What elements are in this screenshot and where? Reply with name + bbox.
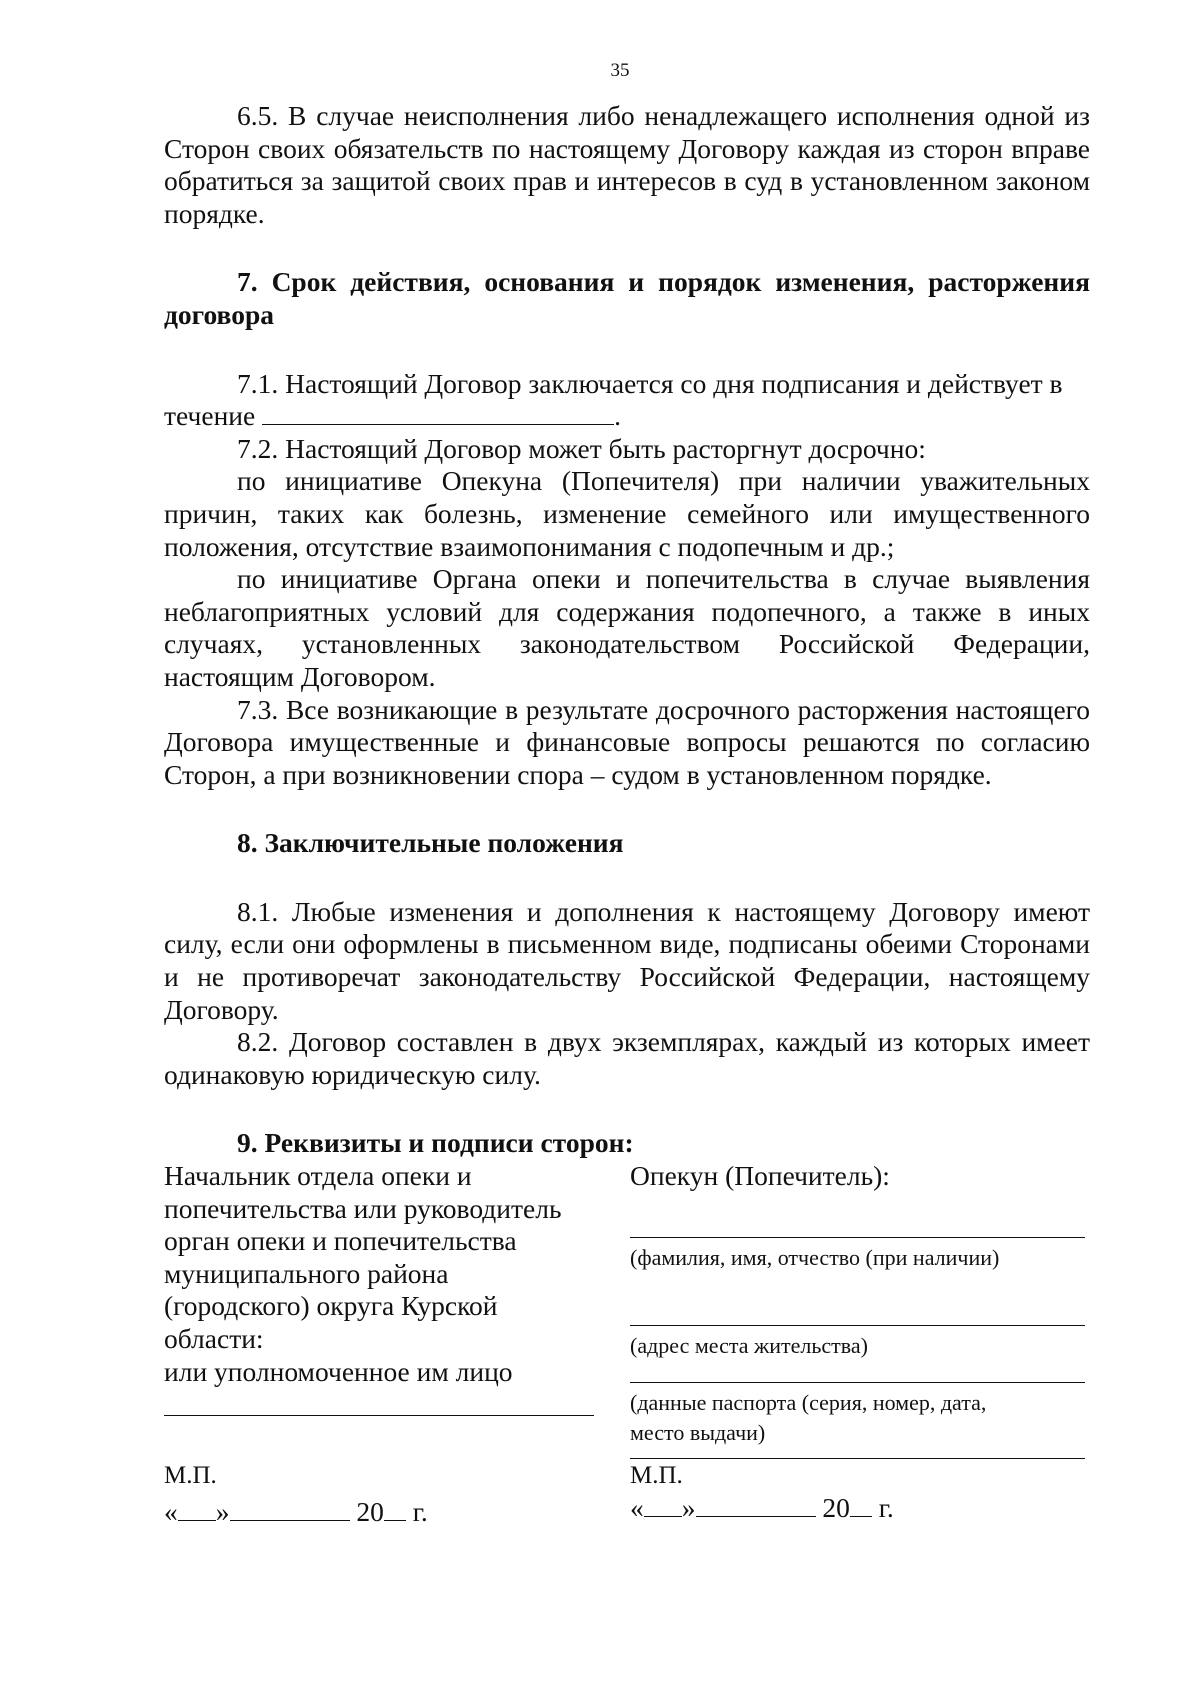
guardian-date-mid: »	[681, 1492, 696, 1524]
clause-7-2-b: по инициативе Органа опеки и попечительства в случае выявления неблагоприятных условий для содержания подопечного, а также в иных случаях, установленных законодательством Российской Федерации, настоящим Договором.	[164, 563, 1090, 692]
authority-line-1: Начальник отдела опеки и	[164, 1160, 472, 1192]
clause-7-1-text: 7.1. Настоящий Договор заключается со дня подписания и действует в течение	[164, 367, 1063, 432]
guardian-title: Опекун (Попечитель):	[630, 1160, 890, 1192]
guardian-date-end: г.	[878, 1492, 894, 1524]
authority-line-3: орган опеки и попечительства	[164, 1225, 517, 1257]
guardian-month-blank	[696, 1492, 816, 1517]
guardian-signature-line	[630, 1458, 1085, 1459]
authority-date-open: «	[164, 1496, 178, 1528]
clause-7-1	[164, 368, 1090, 433]
authority-line-7: или уполномоченное им лицо	[164, 1355, 513, 1387]
guardian-year-blank	[850, 1492, 872, 1517]
authority-line-6: области:	[164, 1323, 264, 1354]
clause-6-5: 6.5. В случае неисполнения либо ненадлежащего исполнения одной из Сторон своих обязательств по настоящему Договору каждая из сторон вправе обратиться за защитой своих прав и интересов в суд в установленном законом порядке.	[164, 100, 1090, 229]
authority-line-5: (городского) округа Курской	[164, 1290, 498, 1322]
guardian-passport-caption-1: (данные паспорта (серия, номер, дата,	[630, 1390, 987, 1416]
guardian-stamp-label: М.П.	[630, 1462, 683, 1490]
clause-8-1: 8.1. Любые изменения и дополнения к настоящему Договору имеют силу, если они оформлены в письменном виде, подписаны обеими Сторонами и не противоречат законодательству Российской Федерации, настоящему Договору.	[164, 895, 1090, 1025]
guardian-address-caption: (адрес места жительства)	[630, 1333, 868, 1359]
term-blank-line	[262, 400, 614, 425]
guardian-name-line	[630, 1237, 1085, 1238]
section-8-heading: 8. Заключительные положения	[237, 827, 624, 859]
clause-7-3: 7.3. Все возникающие в результате досрочного расторжения настоящего Договора имущественные и финансовые вопросы решаются по согласию Сторон, а при возникновении спора – судом в установленном порядке.	[164, 693, 1090, 790]
authority-date-mid: »	[215, 1496, 230, 1528]
guardian-day-blank	[644, 1492, 682, 1517]
signature-block	[164, 1160, 1090, 1580]
authority-date-year: 20	[356, 1496, 384, 1528]
authority-line-4: муниципального района	[164, 1257, 449, 1289]
section-7-heading: 7. Срок действия, основания и порядок изменения, расторжения договора	[164, 266, 1090, 330]
authority-signature-line	[164, 1415, 594, 1416]
guardian-date-open: «	[630, 1492, 644, 1524]
authority-line-2: попечительства или руководитель	[164, 1192, 562, 1224]
authority-date-end: г.	[412, 1496, 428, 1528]
guardian-passport-line	[630, 1382, 1085, 1383]
guardian-name-caption: (фамилия, имя, отчество (при наличии)	[630, 1245, 1000, 1271]
guardian-signature	[630, 1160, 1090, 1193]
guardian-date-year: 20	[822, 1492, 850, 1524]
authority-day-blank	[178, 1496, 216, 1521]
page-number: 35	[610, 60, 630, 81]
guardian-passport-caption-2: место выдачи)	[630, 1420, 766, 1446]
clause-7-2-a: по инициативе Опекуна (Попечителя) при наличии уважительных причин, таких как болезнь, изменение семейного или имущественного положения, отсутствие взаимопонимания с подопечным и др.;	[164, 465, 1090, 562]
guardian-address-line	[630, 1325, 1085, 1326]
authority-date	[164, 1496, 428, 1529]
authority-month-blank	[230, 1496, 350, 1521]
authority-stamp-label: М.П.	[164, 1462, 217, 1490]
clause-7-1-end: .	[614, 400, 621, 432]
clause-7-2: 7.2. Настоящий Договор может быть расторгнут досрочно:	[237, 432, 926, 464]
guardian-date	[630, 1492, 894, 1525]
section-9-heading: 9. Реквизиты и подписи сторон:	[237, 1127, 634, 1159]
authority-signature	[164, 1160, 584, 1388]
clause-8-2: 8.2. Договор составлен в двух экземплярах, каждый из которых имеет одинаковую юридическую силу.	[164, 1026, 1090, 1090]
authority-year-blank	[384, 1496, 406, 1521]
document-body	[164, 100, 1090, 1580]
